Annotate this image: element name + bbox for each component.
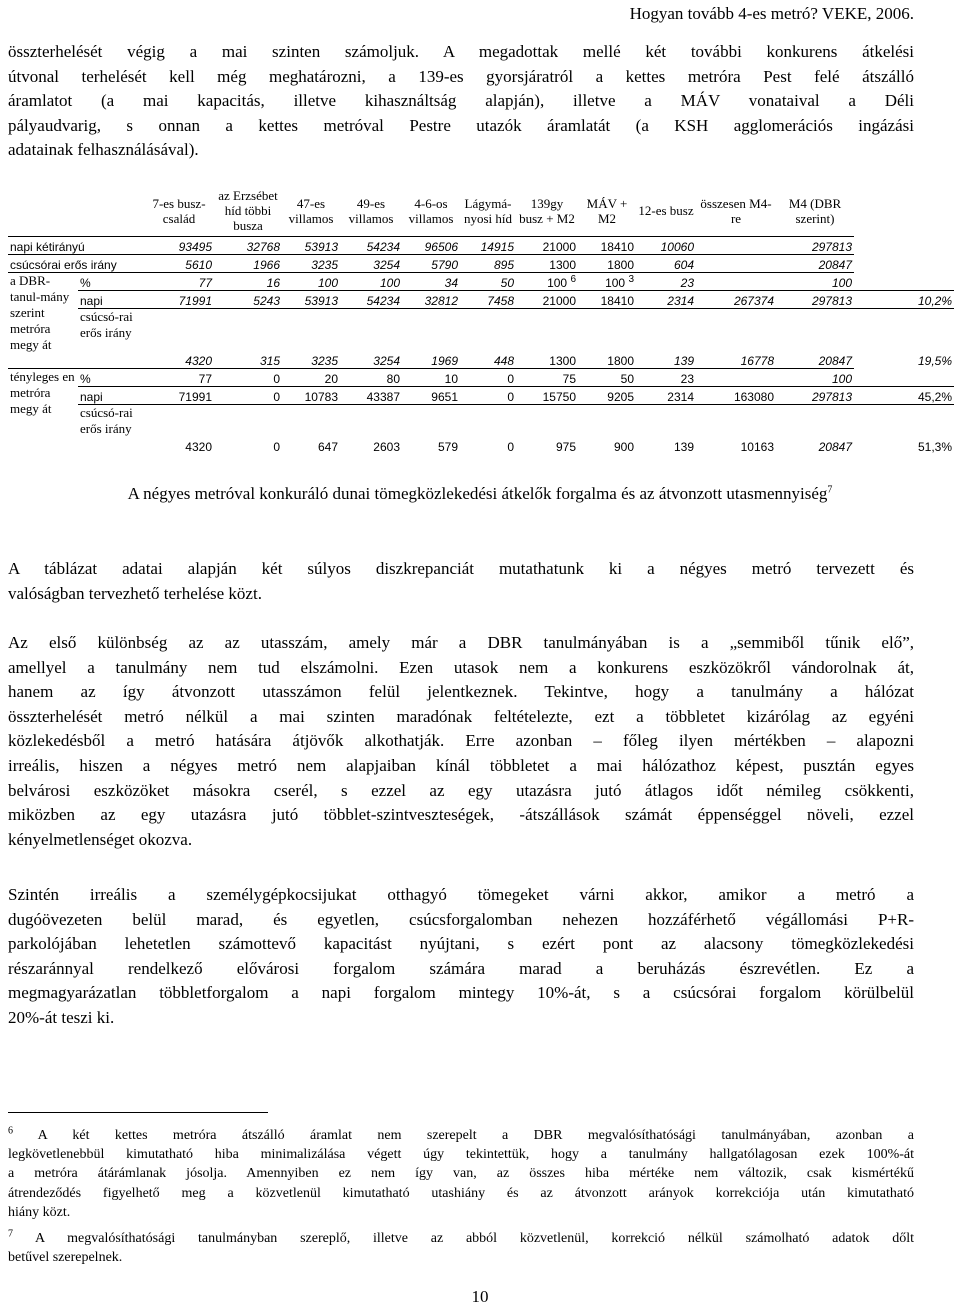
footnote-ref: 7 [827, 484, 833, 496]
col-header: 4-6-os villamos [408, 195, 454, 226]
row-label: % [78, 368, 144, 386]
group-label-dbr: a DBR-tanul-mány szerint metróra megy át [8, 272, 78, 368]
crossing-traffic-table [8, 186, 954, 454]
text-line: adatainak felhasználásával). [8, 140, 199, 160]
text-line: megmagyarázatlan többletforgalom a napi forgalom mintegy 10%-át, s a csúcsórai forgalom körülbelül [8, 983, 914, 1003]
paragraph-first-difference [8, 631, 914, 852]
footnote-6: $^6$ A két kettes metróra átszálló áramlat nem szerepelt a DBR megvalósíthatósági tanulmányában, azonban a legkövetlenebbül kimutatható hiba minimalizálása végett úgy tekintettük, hogy a tanulmány hallgatólagosan ezek 100%-át a metróra átárámlanak jósolja. Amennyiben ez nem így van, az összes hiba mértéke nem változik, csak kismértékű átrendeződés figyelhető meg a közvetlenül kimutatható utashiány és az átvonzott arányok korrekciója után kimutatható hiány közt. [8, 1125, 914, 1220]
col-header: M4 (DBR szerint) [788, 195, 842, 226]
col-header: 47-es villamos [288, 195, 334, 226]
text-line: Az első különbség az az utasszám, amely már a DBR tanulmányában is a „semmiből tűnik elő”, [8, 633, 914, 652]
text-line: 20%-át teszi ki. [8, 1007, 115, 1027]
text-line: belvárosi eszközöket másokra cserél, s ezzel az egy utazásra jutó átlagos időt némileg csökkenti, [8, 780, 914, 800]
text-line: részaránnyal rendelkező elővárosi forgalom számára marad a beruházás észrevétlen. Ez a [8, 958, 914, 978]
text-line: amellyel a tanulmány nem tud elszámolni. Ezen utasok nem a konkurens eszközökről vándorolnak át, [8, 657, 914, 677]
col-header: 49-es villamos [348, 195, 394, 226]
text-line: parkolójában lehetetlen számottevő kapacitást nyújtani, s ezért pont az alacsony tömegközlekedési [8, 934, 914, 954]
row-label: napi [78, 386, 144, 404]
text-line: miközben az egy utazásra jutó többlet-szintveszteségek, -átszállások számát éppenséggel növeli, ezzel [8, 805, 914, 825]
text-line: közlekedésből a metró hatására átjövők alkothatják. Erre azonban – főleg ilyen mértékben – alapozni [8, 731, 914, 751]
text-line: dugóövezeten belül marad, és egyetlen, csúcsforgalomban nehezen hozzáférhető végállomási P+R- [8, 909, 914, 929]
table-row: tényleges en metróra megy át % 77 0 20 80 10 0 75 50 23 100 [8, 368, 954, 386]
col-header: 12-es busz [638, 203, 694, 219]
row-label: % [78, 272, 144, 290]
table-row: a DBR-tanul-mány szerint metróra megy át % 77 16 100 100 34 50 100 $^6$ 100 $^3$ 23 100 [8, 272, 954, 290]
text-line: kényelmetlenséget okozva. [8, 829, 193, 849]
row-label: napi kétirányú [8, 236, 144, 254]
text-line: pályaudvarig, s onnan a kettes metróval Pestre utazók áramlatát (a KSH agglomerációs ingázási [8, 115, 914, 135]
col-header: 139gy busz + M2 [519, 195, 575, 226]
table-row: csúcsó-rai erős irány 4320 315 3235 3254 1969 448 1300 1800 139 16778 20847 19,5% [80, 308, 952, 368]
footnote-number: 6 [8, 1125, 13, 1137]
table-row: napi 71991 5243 53913 54234 32812 7458 21000 18410 2314 267374 297813 10,2% [8, 290, 954, 308]
text-line: hanem az így átvonzott utasszámon felül jelentkeznek. Tekintve, hogy a tanulmány a hálózat [8, 682, 914, 702]
paragraph-intro [8, 40, 914, 163]
row-label: napi [78, 290, 144, 308]
table-caption: A négyes metróval konkuráló dunai tömegközlekedési átkelők forgalma és az átvonzott utasmennyiség$^7$ [127, 484, 833, 503]
footnote-number: 7 [8, 1228, 13, 1240]
paragraph-discrepancy [8, 557, 914, 606]
table-row: napi kétirányú 93495 32768 53913 54234 96506 14915 21000 18410 10060 297813 [8, 236, 954, 254]
text-line: A táblázat adatai alapján két súlyos diszkrepanciát mutathatunk ki a négyes metró tervezett és [8, 559, 914, 578]
row-label: csúcsó-rai erős irány [78, 308, 144, 368]
table-row: napi 71991 0 10783 43387 9651 0 15750 9205 2314 163080 297813 45,2% [8, 386, 954, 404]
paragraph-car-users [8, 883, 914, 1031]
text-line: útvonal terhelését kell még meghatározni, a 139-es gyorsjáratról a kettes metróra Pest felé átszálló [8, 66, 914, 86]
text-line: Szintén irreális a személygépkocsijukat otthagyó tömegeket várni akkor, amikor a metró a [8, 885, 914, 904]
table-row: csúcsórai erős irány 5610 1966 3235 3254 5790 895 1300 1800 604 20847 [8, 254, 954, 272]
col-header: Lágymá-nyosi híd [463, 195, 513, 226]
row-label: csúcsó-rai erős irány [78, 404, 144, 454]
col-header: összesen M4-re [700, 195, 772, 226]
table-row: csúcsó-rai erős irány 4320 0 647 2603 579 0 975 900 139 10163 20847 51,3% [80, 404, 952, 454]
footnote-separator [8, 1112, 268, 1113]
group-label-actual: tényleges en metróra megy át [8, 368, 78, 454]
footnote-7: $^7$ A megvalósíthatósági tanulmányban szereplő, illetve az abból közvetlenül, korrekció nélkül számolható adatok dőlt betűvel szerepelnek. [8, 1228, 915, 1266]
text-line: áramlatot (a mai kapacitás, illetve kihasználtság alapján), illetve a MÁV vonataival a Déli [8, 91, 914, 111]
col-header: 7-es busz-család [152, 195, 206, 226]
running-header: Hogyan tovább 4-es metró? VEKE, 2006. [629, 4, 914, 23]
col-header: az Erzsébet híd többi busza [218, 188, 278, 234]
text-line: összterhelését metró nélkül a mai szinten maradónak feltételezte, ezt a többletet kizárólag az egyéni [8, 706, 914, 726]
text-line: irreális, hiszen a négyes metró nem alapjaiban kínál többletet a mai hálózathoz képest, pusztán egyes [8, 755, 914, 775]
page-number: 10 [471, 1287, 489, 1306]
text-line: összterhelését végig a mai szinten számoljuk. A megadottak mellé két további konkurens átkelési [8, 42, 914, 61]
col-header: MÁV + M2 [586, 195, 628, 226]
row-label: csúcsórai erős irány [8, 254, 144, 272]
text-line: valóságban tervezhető terhelése közt. [8, 583, 262, 603]
